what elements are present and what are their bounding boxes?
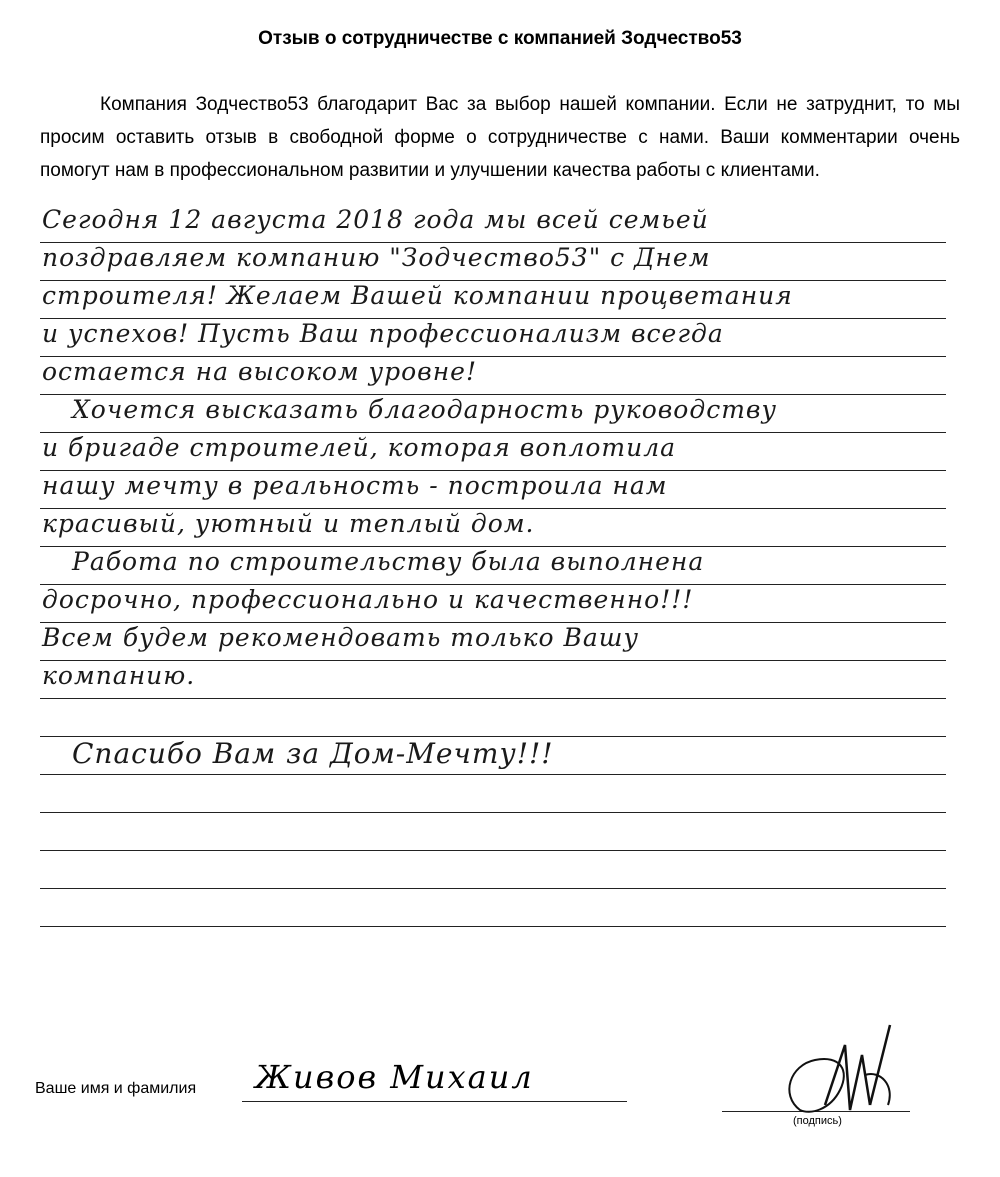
document-title: Отзыв о сотрудничестве с компанией Зодчество53 xyxy=(258,28,742,49)
handwritten-line: Работа по строительству была выполнена xyxy=(72,547,705,576)
handwritten-line: остается на высоком уровне! xyxy=(42,357,478,386)
handwritten-line: Хочется высказать благодарность руководству xyxy=(72,395,777,424)
name-value: Живов Михаил xyxy=(255,1058,534,1096)
handwritten-line: Спасибо Вам за Дом-Мечту!!! xyxy=(72,737,554,770)
ruled-line xyxy=(40,698,946,699)
ruled-line xyxy=(40,888,946,889)
handwritten-line: поздравляем компанию "Зодчество53" с Днем xyxy=(42,243,711,272)
handwritten-line: Сегодня 12 августа 2018 года мы всей семьей xyxy=(42,205,709,234)
ruled-line xyxy=(40,850,946,851)
signature-label: (подпись) xyxy=(793,1115,842,1127)
handwritten-line: нашу мечту в реальность - построила нам xyxy=(42,471,668,500)
ruled-line xyxy=(40,774,946,775)
name-label: Ваше имя и фамилия xyxy=(35,1080,197,1097)
handwritten-line: красивый, уютный и теплый дом. xyxy=(42,509,535,538)
handwritten-line: досрочно, профессионально и качественно!!! xyxy=(42,585,694,614)
handwritten-line: Всем будем рекомендовать только Вашу xyxy=(42,623,639,652)
handwritten-line: компанию. xyxy=(42,661,196,690)
intro-paragraph: Компания Зодчество53 благодарит Вас за выбор нашей компании. Если не затруднит, то мы просим оставить отзыв в свободной форме о сотрудничестве с нами. Ваши комментарии очень помогут нам в профессиональном развитии и улучшении качества работы с клиентами. xyxy=(40,94,960,181)
handwritten-line: и бригаде строителей, которая воплотила xyxy=(42,433,677,462)
ruled-line xyxy=(40,926,946,927)
handwritten-line: строителя! Желаем Вашей компании процветания xyxy=(42,281,793,310)
signature-icon xyxy=(770,1015,920,1140)
name-line xyxy=(242,1101,627,1102)
ruled-line xyxy=(40,812,946,813)
handwritten-line: и успехов! Пусть Ваш профессионализм всегда xyxy=(42,319,724,348)
